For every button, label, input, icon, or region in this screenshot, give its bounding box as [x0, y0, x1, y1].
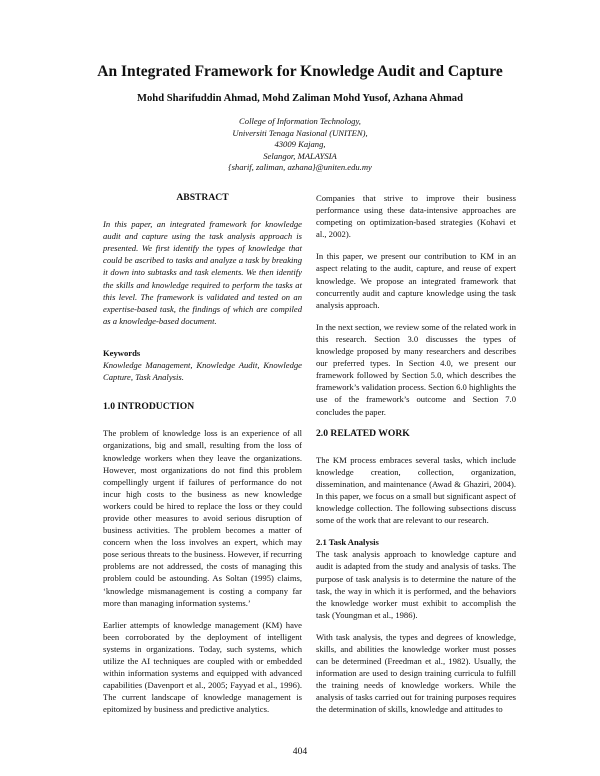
- affiliation-line: College of Information Technology,: [239, 116, 361, 126]
- keywords-text: Knowledge Management, Knowledge Audit, Knowledge Capture, Task Analysis.: [103, 360, 302, 383]
- paragraph: The KM process embraces several tasks, which include knowledge creation, collection, organization, dissemination, and maintenance (Awad & Ghaziri, 2004). In this paper, we focus on a small but significant aspect of knowledge collection. The following subsections discuss some of the work that are relevant to our research.: [316, 454, 516, 526]
- affiliation-line: 43009 Kajang,: [274, 139, 326, 149]
- section-heading-related-work: 2.0 RELATED WORK: [316, 427, 410, 439]
- subsection-heading-task-analysis: 2.1 Task Analysis: [316, 537, 379, 548]
- paragraph: In this paper, we present our contribution to KM in an aspect relating to the audit, capture, and reuse of expert knowledge. We propose an integrated framework that concurrently audit and capture knowledge using the task analysis approach.: [316, 251, 516, 310]
- affiliation-email: {sharif, zaliman, azhana}@uniten.edu.my: [228, 162, 372, 172]
- paper-title: An Integrated Framework for Knowledge Audit and Capture: [97, 63, 503, 80]
- section-heading-introduction: 1.0 INTRODUCTION: [103, 401, 195, 413]
- paragraph: The problem of knowledge loss is an experience of all organizations, big and small, resulting from the loss of knowledge workers when they leave the organizations. However, most organizations do not find this problem compellingly urgent if failures of performance do not incur high costs to the business as new knowledge workers could be hired to replace the loss or they could provide other measures to avoid serious disruption of business activities. The problem becomes a matter of concern when the loss involves an expert, which may pose serious threats to the business. However, if recurring problems are not addressed, the costs of managing this problem could be astounding. As Soltan (1995) claims, ‘knowledge mismanagement is costing a company far more than managing information systems.’: [103, 428, 302, 608]
- author-list: Mohd Sharifuddin Ahmad, Mohd Zaliman Mohd Yusof, Azhana Ahmad: [137, 93, 463, 104]
- left-column: [103, 192, 302, 725]
- keywords-heading: Keywords: [103, 347, 141, 358]
- paragraph: In the next section, we review some of the related work in this research. Section 3.0 discusses the types of knowledge proposed by many researchers and describes our preferred types. In Section 4.0, we present our framework followed by Section 5.0, which describes the framework’s validation process. Section 6.0 highlights the use of the framework’s outcome and Section 7.0 concludes the paper.: [316, 321, 517, 417]
- paragraph: Companies that strive to improve their business performance using these data-intensive approaches are competing on optimization-based strategies (Kohavi et al., 2002).: [316, 193, 516, 240]
- abstract-heading: ABSTRACT: [176, 192, 229, 203]
- paragraph: Earlier attempts of knowledge management (KM) have been corroborated by the deployment of intelligent systems in organizations. Today, such systems, which utilize the AI techniques are coupled with or embedded within information systems and equipped with advanced capabilities (Davenport et al., 2005; Fayyad et al., 1996). The current landscape of knowledge management is epitomized by business and predictive analytics.: [103, 619, 302, 715]
- page-number: 404: [292, 746, 308, 757]
- affiliation-line: Selangor, MALAYSIA: [263, 150, 337, 161]
- affiliation-block: [0, 116, 600, 174]
- paragraph: With task analysis, the types and degrees of knowledge, skills, and abilities the knowledge worker must posses can be determined (Freedman et al., 1982). Usually, the information are used to design training curricula to fulfill the training needs of knowledge workers. While the analysis of tasks carried out for training purposes requires the determination of skills, knowledge and attitudes to: [316, 631, 516, 715]
- abstract-text: In this paper, an integrated framework for knowledge audit and capture using the task analysis approach is presented. We first identify the types of knowledge that could be ascribed to tasks and analyze a task by breaking it down into subtasks and task elements. We then identify the skills and knowledge required to perform the tasks at this level. The framework is validated and tested on an expertise-based task, the findings of which are compiled as a knowledge-based document.: [103, 219, 302, 326]
- right-column: [316, 192, 516, 726]
- affiliation-line: Universiti Tenaga Nasional (UNITEN),: [232, 127, 368, 138]
- paragraph: The task analysis approach to knowledge capture and audit is adapted from the study and analysis of tasks. The purpose of task analysis is to determine the nature of the task, the way in which it is performed, and the behaviors the knowledge worker must exhibit to accomplish the task (Youngman et al., 1986).: [316, 549, 516, 620]
